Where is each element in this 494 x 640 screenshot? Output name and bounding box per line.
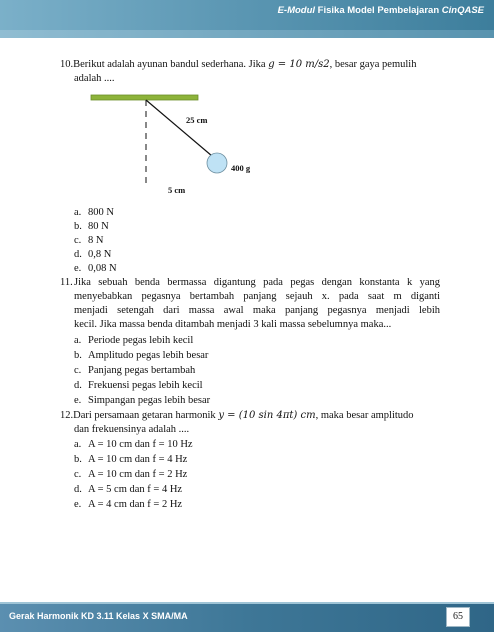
question-11-line1: Jika sebuah benda bermassa digantung pada pegas dengan konstanta k yang bbox=[74, 277, 440, 288]
option-text: A = 10 cm dan f = 2 Hz bbox=[88, 469, 188, 480]
question-10 bbox=[60, 58, 440, 72]
option-text: Frekuensi pegas lebih kecil bbox=[88, 380, 203, 391]
option-letter: b. bbox=[74, 350, 82, 361]
option-letter: b. bbox=[74, 221, 82, 232]
option-text: 800 N bbox=[88, 207, 114, 218]
option-text: Amplitudo pegas lebih besar bbox=[88, 350, 209, 361]
option-11d[interactable] bbox=[74, 379, 203, 393]
option-letter: a. bbox=[74, 207, 82, 218]
option-letter: e. bbox=[74, 263, 82, 274]
option-letter: a. bbox=[74, 335, 82, 346]
question-number: 10. bbox=[60, 59, 74, 70]
option-text: A = 5 cm dan f = 4 Hz bbox=[88, 484, 183, 495]
footer-band bbox=[0, 602, 494, 632]
rope-length-label: 25 cm bbox=[186, 115, 208, 125]
header-band bbox=[0, 0, 494, 38]
option-12d[interactable] bbox=[74, 483, 182, 497]
mass-label: 400 g bbox=[231, 163, 251, 173]
question-text-before: Berikut adalah ayunan bandul sederhana. Jika bbox=[73, 59, 269, 70]
option-text: 80 N bbox=[88, 221, 109, 232]
option-11c[interactable] bbox=[74, 364, 195, 378]
header-title bbox=[278, 5, 484, 16]
option-letter: a. bbox=[74, 439, 82, 450]
option-text: A = 10 cm dan f = 4 Hz bbox=[88, 454, 188, 465]
option-11b[interactable] bbox=[74, 349, 208, 363]
option-10b[interactable] bbox=[74, 220, 109, 234]
question-11-line2: menyebabkan pegasnya bertambah panjang sejauh x. pada saat m diganti bbox=[74, 291, 440, 302]
option-12b[interactable] bbox=[74, 453, 187, 467]
question-number: 12. bbox=[60, 410, 74, 421]
option-12e[interactable] bbox=[74, 498, 182, 512]
option-letter: d. bbox=[74, 380, 82, 391]
question-10-line2: adalah .... bbox=[74, 73, 115, 84]
option-10a[interactable] bbox=[74, 206, 114, 220]
question-text-after: , maka besar amplitudo bbox=[315, 410, 414, 421]
header-brand-rest: Fisika Model Pembelajaran bbox=[315, 5, 442, 16]
option-letter: c. bbox=[74, 365, 82, 376]
footer-text: Gerak Harmonik KD 3.11 Kelas X SMA/MA bbox=[9, 611, 188, 621]
option-11a[interactable] bbox=[74, 334, 193, 348]
option-letter: c. bbox=[74, 469, 82, 480]
pendulum-bob bbox=[207, 153, 227, 173]
option-text: 0,08 N bbox=[88, 263, 117, 274]
option-text: Simpangan pegas lebih besar bbox=[88, 395, 211, 406]
question-math: g = 10 m/s2 bbox=[268, 59, 330, 70]
pendulum-rope bbox=[146, 100, 212, 156]
question-12 bbox=[60, 409, 440, 423]
page-number: 65 bbox=[446, 607, 470, 627]
displacement-label: 5 cm bbox=[168, 185, 186, 195]
question-11-line4: kecil. Jika massa benda ditambah menjadi 3 kali massa sebelumnya maka... bbox=[74, 319, 392, 330]
header-brand-italic: E-Modul bbox=[277, 5, 316, 16]
option-10c[interactable] bbox=[74, 234, 103, 248]
option-10e[interactable] bbox=[74, 262, 117, 276]
question-math: y = (10 sin 4πt) cm bbox=[218, 410, 316, 421]
option-letter: d. bbox=[74, 484, 82, 495]
header-brand-suffix: CinQASE bbox=[441, 5, 484, 16]
option-letter: c. bbox=[74, 235, 82, 246]
option-text: 0,8 N bbox=[88, 249, 112, 260]
question-12-line2: dan frekuensinya adalah .... bbox=[74, 424, 190, 435]
option-letter: b. bbox=[74, 454, 82, 465]
option-text: 8 N bbox=[88, 235, 104, 246]
question-11-line3: menjadi setengah dari massa awal maka panjang pegasnya menjadi lebih bbox=[74, 305, 440, 316]
question-text-before: Dari persamaan getaran harmonik bbox=[73, 410, 219, 421]
option-12c[interactable] bbox=[74, 468, 187, 482]
option-10d[interactable] bbox=[74, 248, 111, 262]
question-text-after: , besar gaya pemulih bbox=[329, 59, 417, 70]
option-12a[interactable] bbox=[74, 438, 193, 452]
question-11-number: 11. bbox=[60, 277, 73, 288]
option-text: Periode pegas lebih kecil bbox=[88, 335, 194, 346]
option-text: A = 10 cm dan f = 10 Hz bbox=[88, 439, 193, 450]
option-letter: e. bbox=[74, 395, 82, 406]
option-text: Panjang pegas bertambah bbox=[88, 365, 196, 376]
option-text: A = 4 cm dan f = 2 Hz bbox=[88, 499, 183, 510]
option-11e[interactable] bbox=[74, 394, 210, 408]
option-letter: e. bbox=[74, 499, 82, 510]
ceiling-bar bbox=[91, 95, 198, 100]
option-letter: d. bbox=[74, 249, 82, 260]
